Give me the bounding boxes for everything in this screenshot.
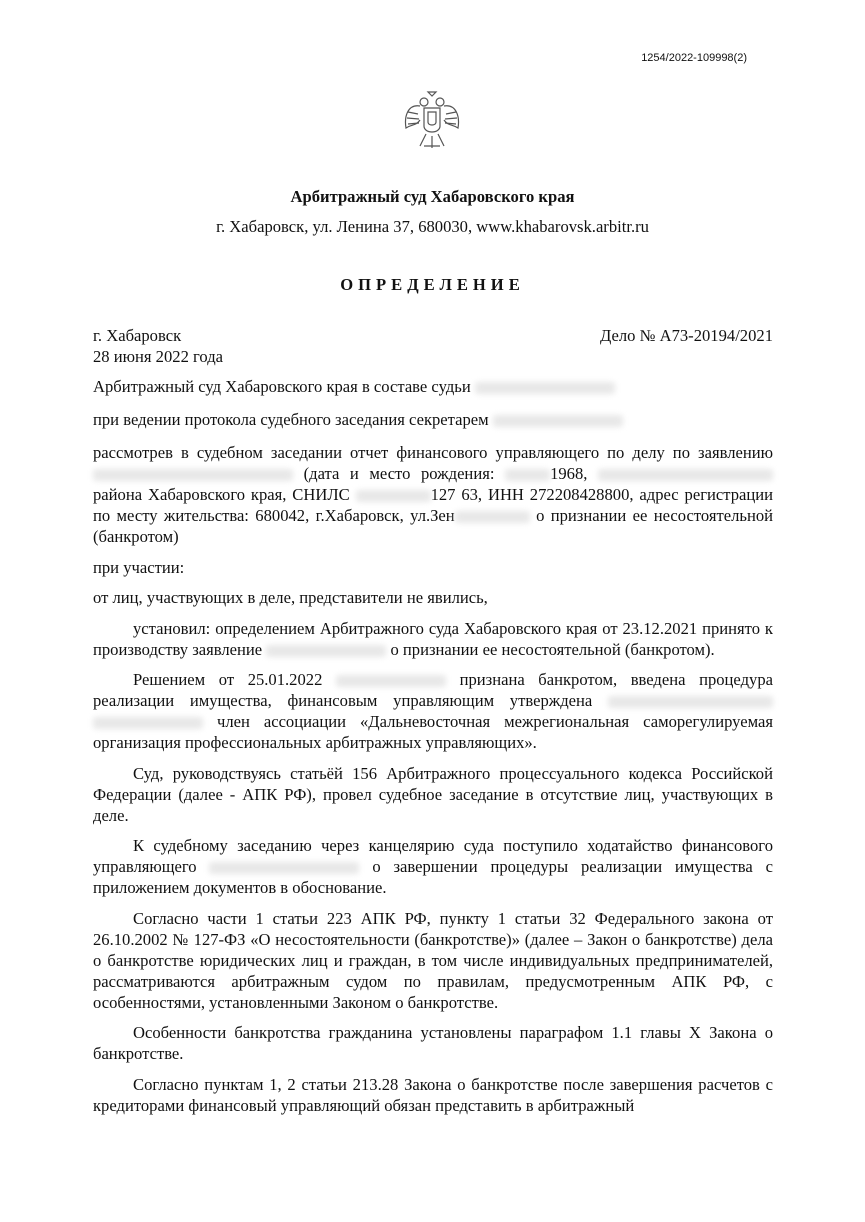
document-body	[93, 325, 773, 1125]
paragraph-decision: Решением от 25.01.2022 признана банкротом, введена процедура реализации имущества, финансовым управляющим утверждена член ассоциации «Дальневосточная межрегиональная саморегулируемая организация профессиональных арбитражных управляющих».	[93, 670, 773, 752]
document-code: 1254/2022-109998(2)	[641, 52, 747, 64]
city-case-row	[93, 325, 773, 346]
paragraph-secretary: при ведении протокола судебного заседания секретарем	[93, 409, 773, 430]
date: 28 июня 2022 года	[93, 347, 224, 366]
paragraph-law: Согласно части 1 статьи 223 АПК РФ, пункту 1 статьи 32 Федерального закона от 26.10.2002 № 127-ФЗ «О несостоятельности (банкротстве)» (далее – Закон о банкротстве) дела о банкротстве юридических лиц и граждан, в том числе индивидуальных предпринимателей, рассматриваются арбитражным судом по правилам, предусмотренным АПК РФ, с особенностями, установленными Законом о банкротстве.	[93, 908, 773, 1012]
paragraph-article-156: Суд, руководствуясь статьёй 156 Арбитражного процессуального кодекса Российской Федерации (далее - АПК РФ), провел судебное заседание в отсутствие лиц, участвующих в деле.	[93, 763, 773, 825]
paragraph-petition: К судебному заседанию через канцелярию суда поступило ходатайство финансового управляющего о завершении процедуры реализации имущества с приложением документов в обоснование.	[93, 836, 773, 897]
city: г. Хабаровск	[93, 326, 182, 345]
paragraph-participation: при участии:	[93, 557, 185, 577]
paragraph-established: установил: определением Арбитражного суда Хабаровского края от 23.12.2021 принято к производству заявление о признании ее несостоятельной (банкротом).	[93, 618, 773, 659]
paragraph-judge: Арбитражный суд Хабаровского края в составе судьи	[93, 376, 773, 397]
paragraph-considered: рассмотрев в судебном заседании отчет финансового управляющего по делу по заявлению (дата и место рождения: 1968, района Хабаровского края, СНИЛС 127 63, ИНН 272208428800, адрес регистрации по месту жительства: 680042, г.Хабаровск, ул.Зен о признании ее несостоятельной (банкротом)	[93, 443, 773, 546]
document-type: ОПРЕДЕЛЕНИЕ	[340, 275, 525, 294]
paragraph-features: Особенности банкротства гражданина установлены параграфом 1.1 главы X Закона о банкротстве.	[93, 1023, 773, 1063]
coat-of-arms-icon	[402, 90, 462, 152]
paragraph-213-28: Согласно пунктам 1, 2 статьи 213.28 Закона о банкротстве после завершения расчетов с кредиторами финансовый управляющий обязан представить в арбитражный	[93, 1074, 773, 1115]
paragraph-absent: от лиц, участвующих в деле, представители не явились,	[93, 588, 488, 607]
court-address: г. Хабаровск, ул. Ленина 37, 680030, www.khabarovsk.arbitr.ru	[216, 217, 649, 236]
court-name: Арбитражный суд Хабаровского края	[290, 187, 575, 206]
case-number: Дело № А73-20194/2021	[600, 326, 773, 345]
